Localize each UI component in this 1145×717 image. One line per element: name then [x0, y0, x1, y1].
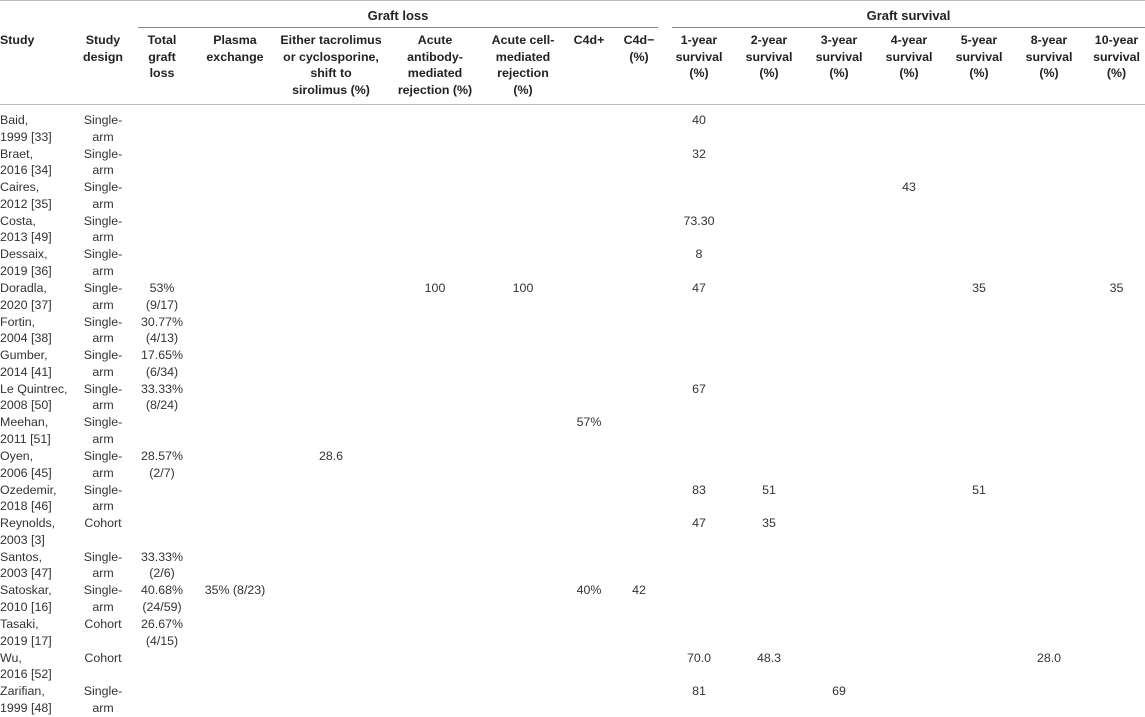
table-cell: Meehan, 2011 [51]: [0, 415, 51, 446]
column-header: 10-year survival (%): [1093, 33, 1140, 81]
group-rule-graft-survival: [672, 27, 1145, 28]
table-cell: 17.65% (6/34): [140, 348, 184, 379]
table-cell: Santos, 2003 [47]: [0, 549, 52, 581]
table-cell: 35: [972, 281, 986, 295]
table-row: [0, 179, 1145, 213]
table-row: [0, 314, 1145, 348]
column-header: Acute cell- mediated rejection (%): [491, 33, 555, 97]
table-cell: 33.33% (2/6): [140, 549, 184, 581]
table-cell: Doradla, 2020 [37]: [0, 281, 52, 312]
table-cell: Single- arm: [83, 583, 123, 614]
table-cell: Le Quintrec, 2008 [50]: [0, 381, 68, 413]
table-cell: Ozedemir, 2018 [46]: [0, 482, 57, 514]
table-row: [0, 414, 1145, 448]
table-row: [0, 381, 1145, 415]
table-cell: Tasaki, 2019 [17]: [0, 617, 52, 648]
table-cell: Single- arm: [83, 281, 123, 312]
table-cell: 28.6: [318, 449, 344, 463]
table-row: [0, 280, 1145, 314]
table-cell: 100: [512, 281, 534, 295]
table-cell: Single- arm: [83, 180, 123, 211]
table-cell: Single- arm: [83, 146, 123, 178]
column-header: C4d− (%): [623, 33, 655, 64]
table-cell: 81: [692, 684, 706, 699]
table-cell: 70.0: [686, 650, 712, 665]
table-cell: Single- arm: [83, 482, 123, 514]
group-title-graft-loss: Graft loss: [367, 8, 429, 23]
table-cell: Oyen, 2006 [45]: [0, 449, 52, 480]
column-header: Total graft loss: [147, 33, 177, 81]
table-cell: Caires, 2012 [35]: [0, 180, 52, 211]
table-cell: Cohort: [84, 516, 122, 531]
table-cell: Fortin, 2004 [38]: [0, 314, 52, 346]
column-header: Study design: [83, 33, 123, 64]
column-header: 5-year survival (%): [955, 33, 1003, 81]
table-cell: 53% (9/17): [145, 281, 179, 312]
table-cell: Single- arm: [83, 113, 123, 144]
table-cell: Single- arm: [83, 684, 123, 715]
column-header: Plasma exchange: [206, 33, 264, 64]
column-header: Either tacrolimus or cyclosporine, shift to sirolimus (%): [280, 33, 382, 97]
table-cell: Single- arm: [83, 213, 123, 245]
table-cell: 8: [695, 247, 703, 262]
table-row: [0, 112, 1145, 146]
table-row: [0, 448, 1145, 482]
table-cell: 51: [972, 482, 986, 497]
table-cell: 69: [832, 684, 846, 699]
table-cell: 42: [632, 583, 646, 598]
column-header: 1-year survival (%): [675, 33, 723, 81]
column-header: 2-year survival (%): [745, 33, 793, 81]
table-cell: Dessaix, 2019 [36]: [0, 247, 52, 278]
column-header: Acute antibody- mediated rejection (%): [397, 33, 473, 97]
table-cell: Single- arm: [83, 381, 123, 413]
table-cell: Single- arm: [83, 314, 123, 346]
column-header: Study: [0, 33, 35, 47]
column-header: 8-year survival (%): [1025, 33, 1073, 81]
table-row: [0, 146, 1145, 180]
table-row: [0, 616, 1145, 650]
table-cell: Single- arm: [83, 348, 123, 379]
table-cell: 48.3: [756, 650, 782, 665]
table-cell: 43: [902, 180, 916, 195]
table-cell: Single- arm: [83, 247, 123, 278]
table-cell: Single- arm: [83, 449, 123, 480]
table-cell: Cohort: [84, 617, 122, 631]
table-row: [0, 213, 1145, 247]
table-cell: Zarifian, 1999 [48]: [0, 684, 52, 715]
table-cell: Wu, 2016 [52]: [0, 650, 52, 682]
table-cell: Baid, 1999 [33]: [0, 113, 52, 144]
table-cell: Braet, 2016 [34]: [0, 146, 52, 178]
table-cell: 32: [692, 146, 706, 161]
table-cell: 83: [692, 482, 706, 497]
table-row: [0, 650, 1145, 684]
table-cell: 47: [692, 281, 706, 295]
table-cell: 28.0: [1036, 650, 1062, 665]
table-cell: 73.30: [683, 213, 715, 228]
table-cell: Single- arm: [83, 549, 123, 581]
table-cell: 51: [762, 482, 776, 497]
column-header: 3-year survival (%): [815, 33, 863, 81]
group-title-graft-survival: Graft survival: [866, 8, 951, 23]
table-row: [0, 482, 1145, 516]
table-cell: Reynolds, 2003 [3]: [0, 516, 56, 547]
column-header: C4d+: [573, 33, 605, 47]
table-row: [0, 515, 1145, 549]
table-row: [0, 582, 1145, 616]
top-rule: [0, 0, 1145, 1]
table-cell: 35: [762, 516, 776, 531]
table-row: [0, 549, 1145, 583]
table-cell: 30.77% (4/13): [140, 314, 184, 346]
table-cell: 40: [692, 113, 706, 127]
table-cell: 35% (8/23): [204, 583, 266, 598]
table-cell: Gumber, 2014 [41]: [0, 348, 52, 379]
table-cell: Costa, 2013 [49]: [0, 213, 52, 245]
table-cell: 26.67% (4/15): [140, 617, 184, 648]
column-header: 4-year survival (%): [885, 33, 933, 81]
table-cell: Satoskar, 2010 [16]: [0, 583, 52, 614]
table-cell: 57%: [576, 415, 602, 430]
table-row: [0, 347, 1145, 381]
table-cell: 100: [424, 281, 446, 295]
table-row: [0, 246, 1145, 280]
table-cell: 40%: [576, 583, 602, 598]
table-cell: 33.33% (8/24): [140, 381, 184, 413]
table-cell: 67: [692, 381, 706, 396]
table-cell: Cohort: [84, 650, 122, 665]
table-cell: Single- arm: [83, 415, 123, 446]
table-cell: 35: [1109, 281, 1124, 295]
table-cell: 47: [692, 516, 706, 531]
table-cell: 40.68% (24/59): [140, 583, 184, 614]
table-cell: 28.57% (2/7): [140, 449, 184, 480]
group-rule-graft-loss: [138, 27, 658, 28]
header-rule: [0, 104, 1145, 105]
